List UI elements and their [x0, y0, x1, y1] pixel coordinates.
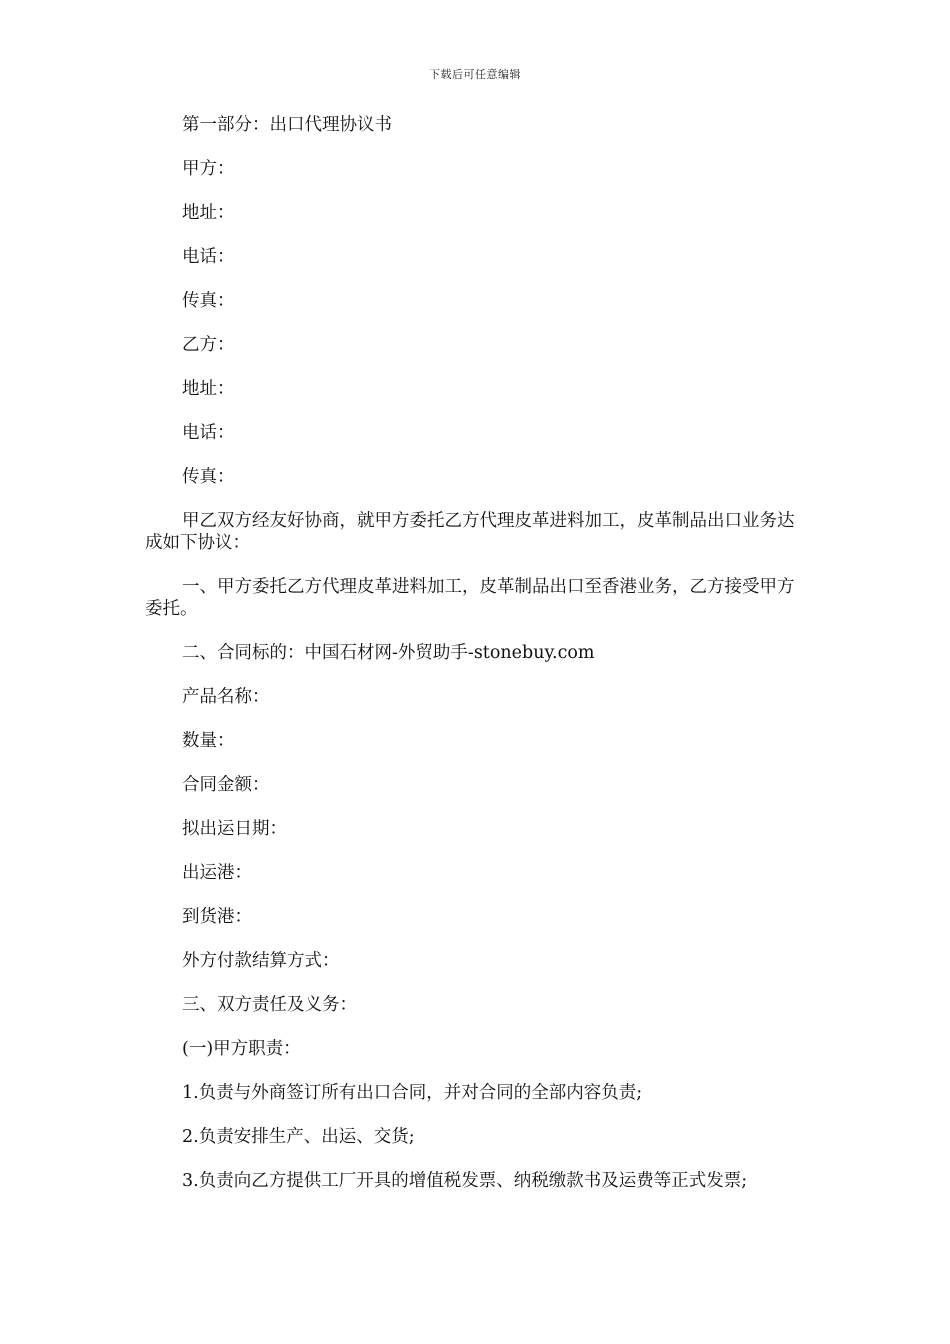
clause-three-heading: 三、双方责任及义务：: [182, 995, 357, 1015]
product-name-field: 产品名称：: [182, 687, 270, 707]
payment-method-field: 外方付款结算方式：: [182, 951, 340, 971]
party-a-label: 甲方：: [182, 159, 235, 179]
party-a-fax: 传真：: [182, 291, 235, 311]
duty-item-1: 1.负责与外商签订所有出口合同，并对合同的全部内容负责;: [182, 1083, 643, 1103]
agreement-intro: 甲乙双方经友好协商，就甲方委托乙方代理皮革进料加工，皮革制品出口业务达成如下协议：: [145, 511, 795, 553]
duty-item-3: 3.负责向乙方提供工厂开具的增值税发票、纳税缴款书及运费等正式发票;: [182, 1171, 748, 1191]
clause-two: 二、合同标的：中国石材网-外贸助手-stonebuy.com: [182, 643, 595, 663]
section-title: 第一部分：出口代理协议书: [182, 115, 392, 135]
port-of-arrival-field: 到货港：: [182, 907, 252, 927]
contract-amount-field: 合同金额：: [182, 775, 270, 795]
party-b-fax: 传真：: [182, 467, 235, 487]
party-a-address: 地址：: [182, 203, 235, 223]
party-b-label: 乙方：: [182, 335, 235, 355]
port-of-departure-field: 出运港：: [182, 863, 252, 883]
party-b-address: 地址：: [182, 379, 235, 399]
party-a-phone: 电话：: [182, 247, 235, 267]
document-body: [145, 114, 805, 1214]
party-b-phone: 电话：: [182, 423, 235, 443]
party-a-duties-heading: (一)甲方职责：: [182, 1039, 301, 1059]
shipping-date-field: 拟出运日期：: [182, 819, 287, 839]
duty-item-2: 2.负责安排生产、出运、交货;: [182, 1127, 415, 1147]
clause-one: 一、甲方委托乙方代理皮革进料加工，皮革制品出口至香港业务，乙方接受甲方委托。: [145, 577, 795, 619]
quantity-field: 数量：: [182, 731, 235, 751]
page-header: 下载后可任意编辑: [429, 68, 521, 81]
